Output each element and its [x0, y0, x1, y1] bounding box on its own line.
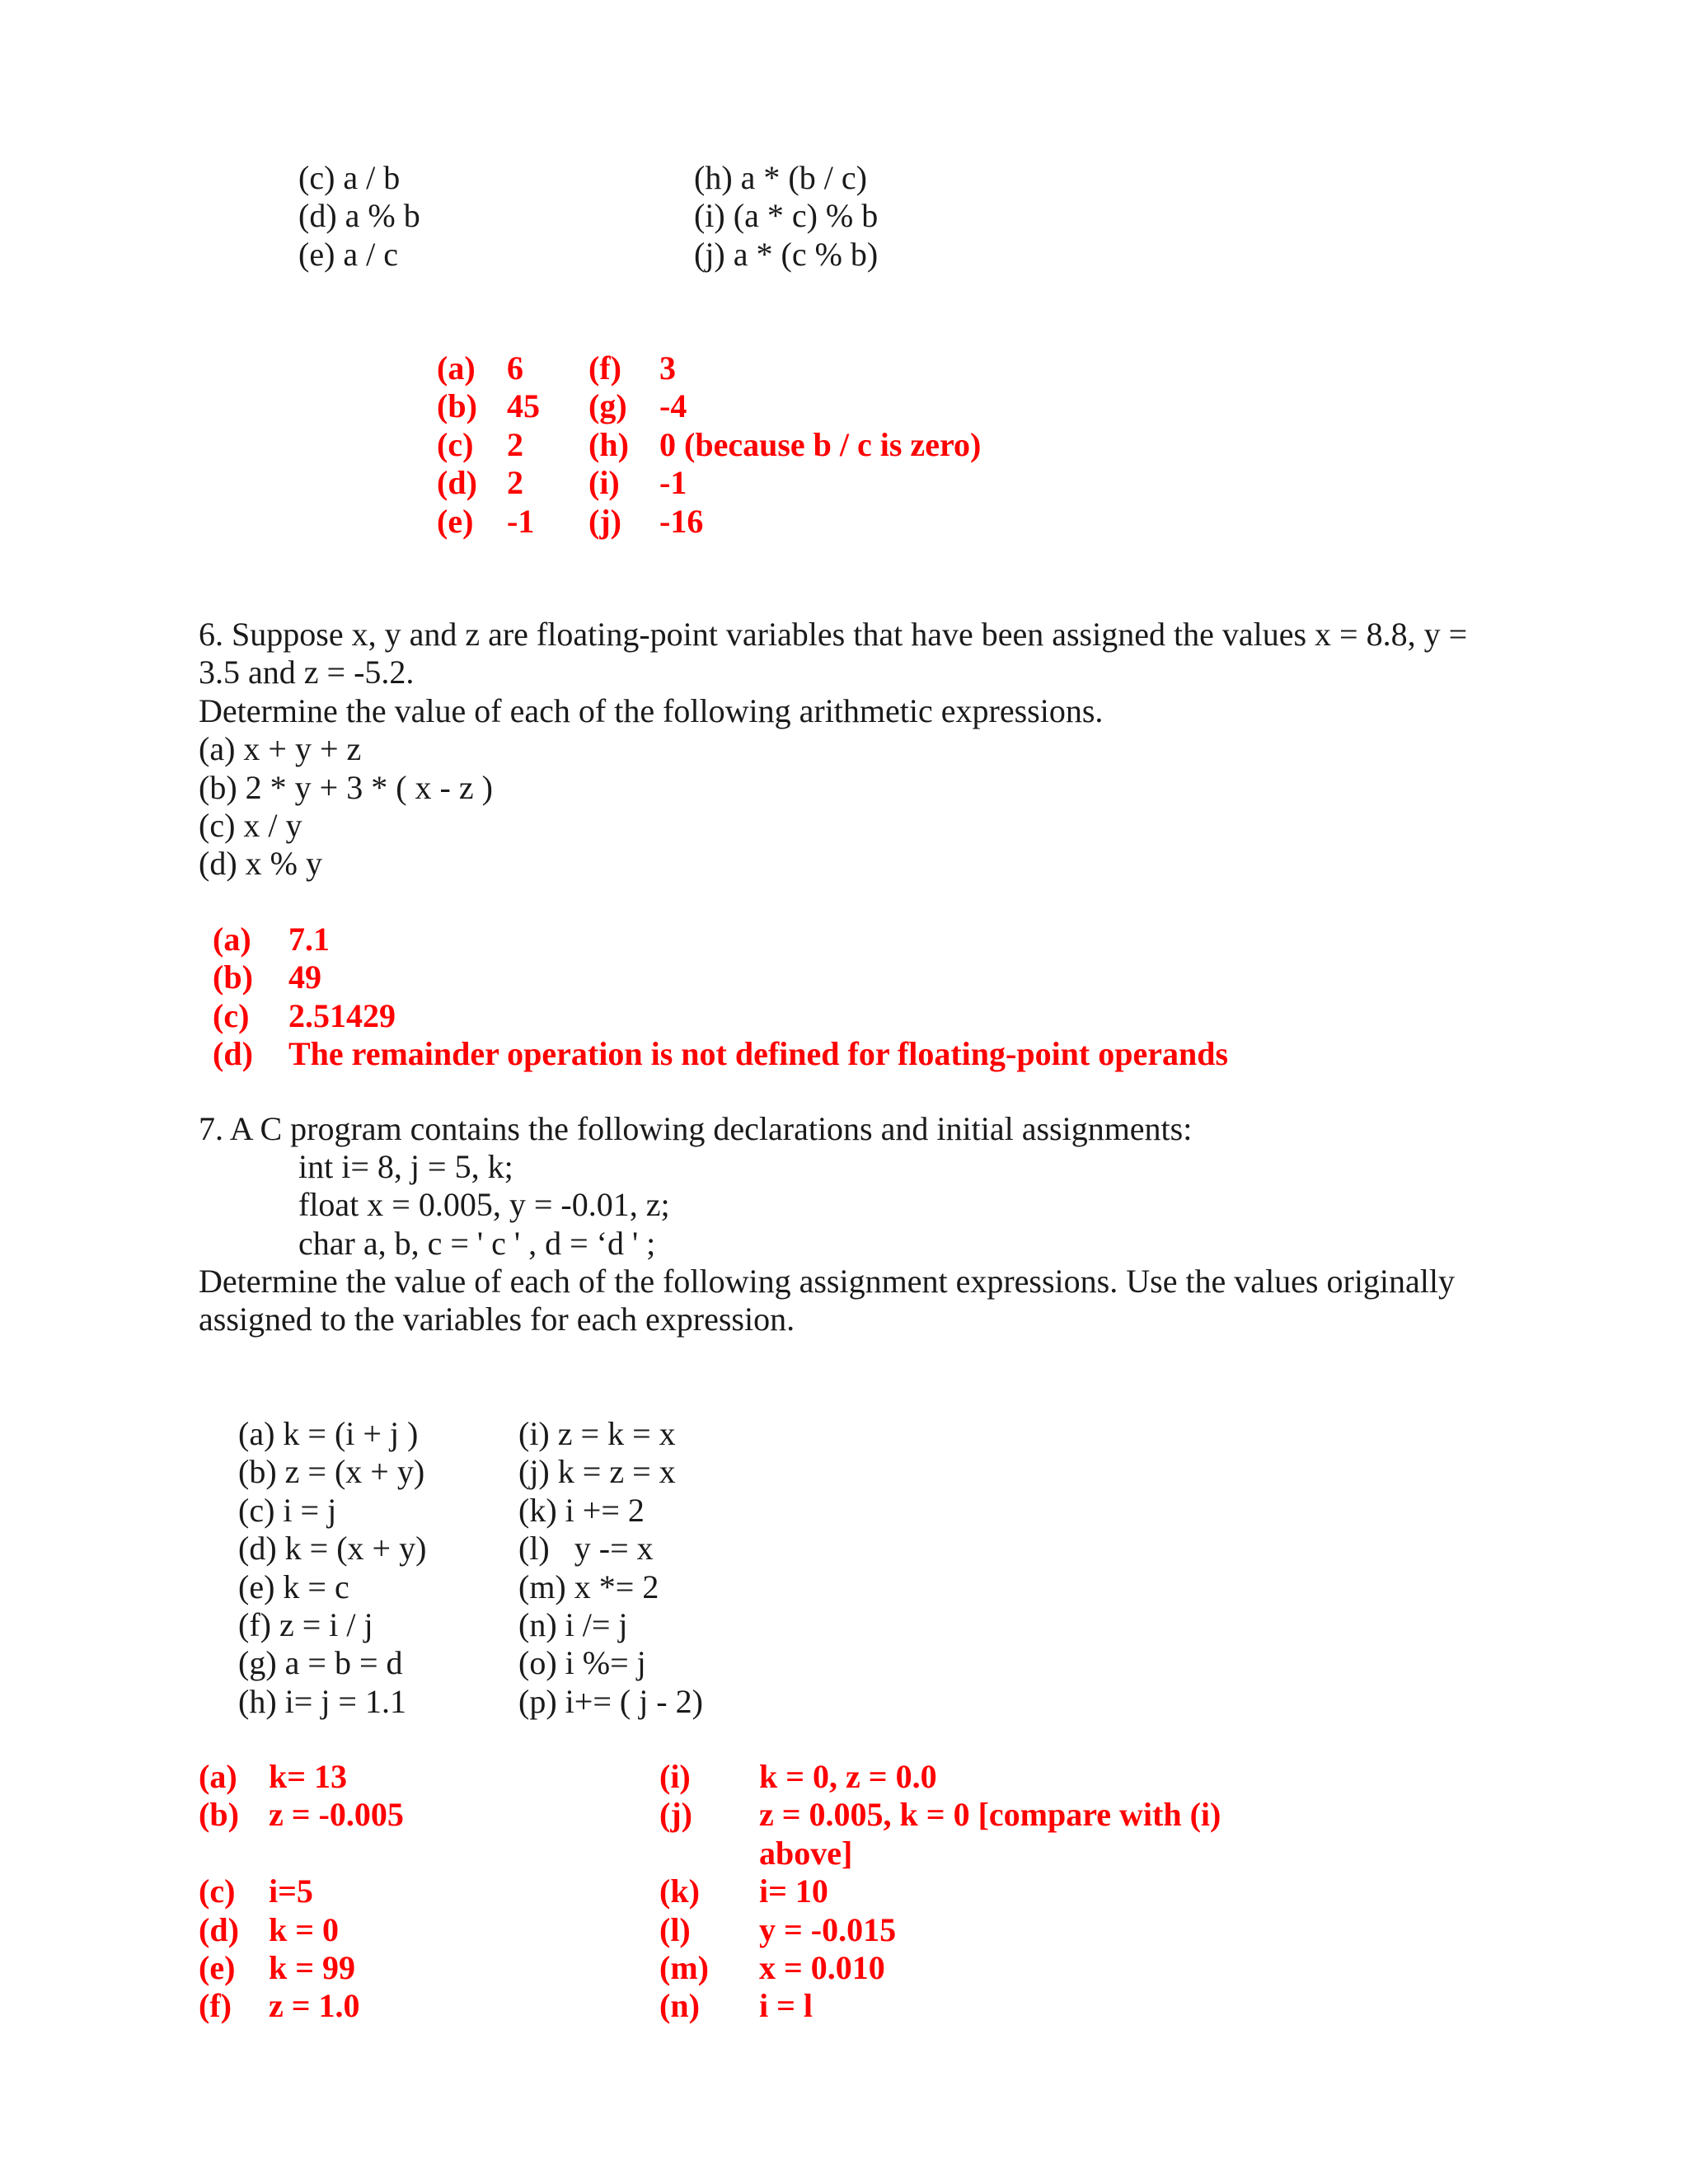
q7-item: (i) z = k = x: [518, 1415, 676, 1452]
q7-declarations: [298, 1148, 670, 1263]
q7-item: (c) i = j: [238, 1491, 337, 1529]
answer-value: i=5: [269, 1872, 313, 1910]
answer-label: (c): [199, 1872, 236, 1910]
answer-label: (a): [199, 1758, 237, 1795]
answer-value: 2: [507, 464, 523, 502]
q7-instr: Determine the value of each of the following assignment expressions. Use the values originally: [199, 1263, 1456, 1300]
answer-row: [588, 426, 981, 464]
answer-value: above]: [759, 1834, 853, 1872]
answer-row: [199, 1949, 404, 1987]
answer-label: (k): [659, 1872, 700, 1910]
question-6: [199, 616, 1467, 883]
answer-row: [659, 1796, 1221, 1834]
answer-row: [659, 1949, 1221, 1987]
q5-list-right: [694, 159, 878, 274]
answer-value: 7.1: [288, 921, 330, 958]
q7-item: (e) k = c: [238, 1568, 349, 1605]
answer-row: [199, 1872, 404, 1910]
q7-item: (b) z = (x + y): [238, 1453, 425, 1491]
answer-row: [659, 1911, 1221, 1949]
answer-value: k = 0: [269, 1910, 340, 1948]
answer-row: [213, 997, 1228, 1035]
answer-value: i = l: [759, 1987, 814, 2025]
answer-label: (f): [588, 349, 621, 387]
answer-row: [659, 1835, 1221, 1872]
q6-line: 6. Suppose x, y and z are floating-point variables that have been assigned the values x = 8.8, y =: [199, 616, 1468, 653]
q7-item: (p) i+= ( j - 2): [518, 1682, 703, 1720]
q6-line: Determine the value of each of the following arithmetic expressions.: [199, 691, 1104, 729]
answer-value: 6: [507, 349, 523, 387]
q7-decl: int i= 8, j = 5, k;: [298, 1148, 513, 1185]
answer-row: [437, 387, 540, 425]
answer-value: k= 13: [269, 1758, 348, 1795]
answer-label: (b): [213, 958, 253, 996]
answer-value: -1: [507, 502, 535, 540]
q5-item: (d) a % b: [298, 197, 420, 235]
q7-item: (m) x *= 2: [518, 1568, 659, 1605]
answer-label: (d): [213, 1035, 253, 1073]
q6-item: (a) x + y + z: [199, 730, 362, 768]
q5-item: (h) a * (b / c): [694, 159, 867, 196]
q7-item: (l) y -= x: [518, 1530, 654, 1568]
q7-list-right: [518, 1415, 703, 1721]
q7-item: (o) i %= j: [518, 1644, 646, 1682]
q7-answers-left: [199, 1758, 404, 2026]
q7-answers-right: [659, 1758, 1221, 2026]
answer-label: (f): [199, 1987, 232, 2025]
answer-row: [213, 958, 1228, 996]
answer-label: (b): [199, 1796, 239, 1834]
answer-label: [659, 1835, 759, 1872]
answer-label: (j): [659, 1796, 692, 1834]
answer-row: [437, 349, 540, 387]
answer-value: 49: [288, 958, 321, 996]
q7-decl: float x = 0.005, y = -0.01, z;: [298, 1186, 670, 1224]
q5-item: (j) a * (c % b): [694, 235, 879, 273]
answer-value: -1: [659, 464, 687, 502]
answer-value: k = 0, z = 0.0: [759, 1758, 937, 1795]
answer-value: z = 1.0: [269, 1987, 360, 2025]
answer-value: z = 0.005, k = 0 [compare with (i): [759, 1796, 1221, 1834]
answer-label: (d): [437, 464, 477, 502]
answer-label: (h): [588, 425, 629, 463]
answer-value: z = -0.005: [269, 1796, 404, 1834]
q7-item: (a) k = (i + j ): [238, 1415, 419, 1452]
answer-value: -4: [659, 387, 687, 425]
answer-row: [588, 464, 981, 502]
q7-list-left: [238, 1415, 426, 1721]
q7-item: (f) z = i / j: [238, 1606, 373, 1644]
answer-label: (b): [437, 387, 477, 425]
answer-value: 45: [507, 387, 540, 425]
answer-label: (a): [213, 921, 251, 958]
answer-value: 2.51429: [288, 996, 396, 1034]
answer-row: [659, 1987, 1221, 2025]
answer-row: [588, 503, 981, 541]
q7-item: (k) i += 2: [518, 1491, 645, 1529]
answer-label: (c): [437, 425, 474, 463]
answer-row: [588, 349, 981, 387]
q7-item: (d) k = (x + y): [238, 1530, 427, 1568]
answer-value: 0 (because b / c is zero): [659, 425, 982, 463]
answer-label: (g): [588, 387, 627, 425]
answer-value: The remainder operation is not defined for floating-point operands: [288, 1035, 1229, 1073]
answer-row: [437, 503, 540, 541]
answer-value: 3: [659, 349, 676, 387]
q6-answers: [213, 921, 1228, 1074]
answer-row: [199, 1758, 404, 1796]
q7-item: (h) i= j = 1.1: [238, 1682, 406, 1720]
answer-label: (c): [213, 996, 250, 1034]
answer-value: i= 10: [759, 1872, 828, 1910]
question-7-intro: [199, 1110, 1192, 1148]
answer-row: [588, 387, 981, 425]
q5-answers-right: [588, 349, 981, 541]
answer-label: (j): [588, 502, 621, 540]
answer-label: (n): [659, 1987, 700, 2025]
q6-line: 3.5 and z = -5.2.: [199, 654, 415, 691]
q7-intro: 7. A C program contains the following declarations and initial assignments:: [199, 1110, 1193, 1147]
answer-value: 2: [507, 425, 523, 463]
q7-decl: char a, b, c = ' c ' , d = ‘d ' ;: [298, 1224, 656, 1262]
answer-row: [199, 1911, 404, 1949]
answer-row: [213, 921, 1228, 958]
answer-row: [659, 1872, 1221, 1910]
answer-value: -16: [659, 502, 704, 540]
answer-row: [659, 1758, 1221, 1796]
q7-item: (g) a = b = d: [238, 1644, 403, 1682]
answer-value: x = 0.010: [759, 1949, 885, 1987]
answer-value: y = -0.015: [759, 1910, 897, 1948]
answer-row: [437, 464, 540, 502]
q7-item: (n) i /= j: [518, 1606, 628, 1644]
q6-item: (b) 2 * y + 3 * ( x - z ): [199, 768, 493, 806]
answer-row: [199, 1987, 404, 2025]
answer-row: [199, 1796, 404, 1834]
q7-instr: assigned to the variables for each expression.: [199, 1301, 795, 1338]
answer-label: (e): [437, 502, 474, 540]
q5-item: (i) (a * c) % b: [694, 197, 879, 235]
answer-label: (a): [437, 349, 476, 387]
answer-label: (i): [588, 464, 620, 502]
q5-answers-left: [437, 349, 540, 541]
answer-row: [213, 1035, 1228, 1073]
answer-label: (d): [199, 1910, 239, 1948]
q5-list-left: [298, 159, 420, 274]
q6-item: (d) x % y: [199, 845, 322, 883]
q6-item: (c) x / y: [199, 807, 302, 845]
answer-label: (i): [659, 1758, 691, 1795]
q5-item: (c) a / b: [298, 159, 401, 196]
q7-item: (j) k = z = x: [518, 1453, 676, 1491]
answer-label: (l): [659, 1910, 691, 1948]
answer-row: [437, 426, 540, 464]
q5-item: (e) a / c: [298, 235, 399, 273]
answer-value: k = 99: [269, 1949, 356, 1987]
answer-label: (m): [659, 1949, 709, 1987]
q7-instructions: [199, 1263, 1455, 1339]
answer-label: (e): [199, 1949, 236, 1987]
